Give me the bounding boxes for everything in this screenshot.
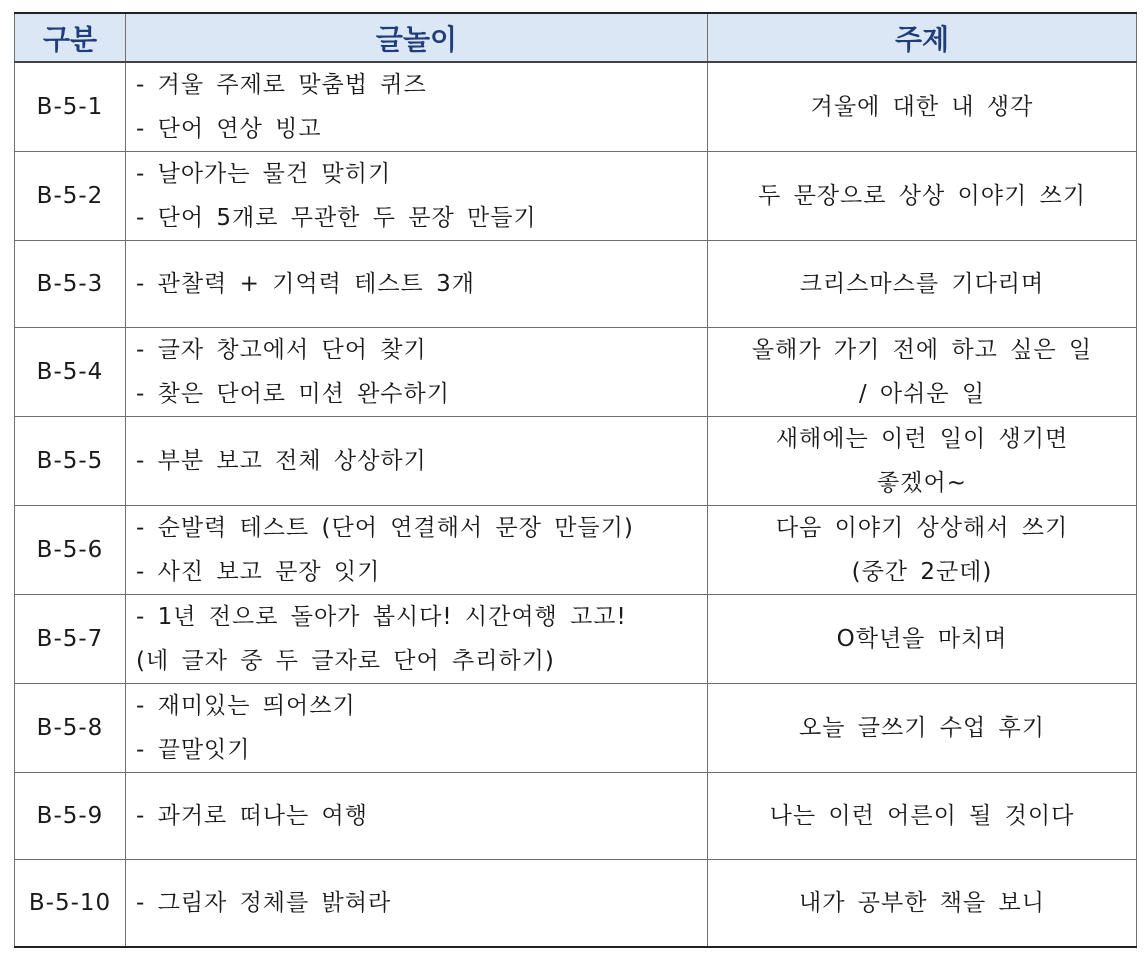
topic-line: (중간 2군데): [851, 559, 993, 585]
activity-item: - 단어 5개로 무관한 두 문장 만들기: [136, 205, 537, 231]
row-code: B-5-4: [15, 328, 126, 417]
table-row: [15, 595, 1137, 684]
topic-line: 겨울에 대한 내 생각: [810, 94, 1034, 120]
table-row: [15, 152, 1137, 241]
table-row: [15, 860, 1137, 948]
row-topic: [708, 860, 1137, 948]
row-activities: [126, 417, 708, 506]
row-topic: [708, 417, 1137, 506]
row-activities: [126, 595, 708, 684]
row-code: B-5-9: [15, 773, 126, 860]
activity-item: - 글자 창고에서 단어 찾기: [136, 337, 427, 363]
activity-item: (네 글자 중 두 글자로 단어 추리하기): [136, 648, 555, 674]
row-code: B-5-7: [15, 595, 126, 684]
header-topic: 주제: [708, 13, 1137, 62]
row-code: B-5-5: [15, 417, 126, 506]
row-topic: [708, 62, 1137, 152]
topic-line: 두 문장으로 상상 이야기 쓰기: [758, 183, 1086, 209]
row-code: B-5-8: [15, 684, 126, 773]
row-activities: [126, 328, 708, 417]
topic-line: 다음 이야기 상상해서 쓰기: [775, 515, 1069, 541]
row-code: B-5-3: [15, 241, 126, 328]
topic-line: 크리스마스를 기다리며: [799, 271, 1045, 297]
activity-item: - 순발력 테스트 (단어 연결해서 문장 만들기): [136, 515, 634, 541]
topic-line: 올해가 가기 전에 하고 싶은 일: [751, 337, 1093, 363]
curriculum-table: [14, 12, 1137, 948]
row-code: B-5-2: [15, 152, 126, 241]
row-activities: [126, 684, 708, 773]
row-code: B-5-6: [15, 506, 126, 595]
activity-item: - 부분 보고 전체 상상하기: [136, 448, 427, 474]
header-activities: 글놀이: [126, 13, 708, 62]
header-code: 구분: [15, 13, 126, 62]
activity-item: - 끝말잇기: [136, 737, 251, 763]
table-row: [15, 328, 1137, 417]
row-activities: [126, 241, 708, 328]
topic-line: O학년을 마치며: [836, 626, 1008, 652]
activity-item: - 겨울 주제로 맞춤법 퀴즈: [136, 72, 427, 98]
row-activities: [126, 152, 708, 241]
row-code: B-5-1: [15, 62, 126, 152]
row-activities: [126, 62, 708, 152]
topic-line: / 아쉬운 일: [858, 381, 986, 407]
topic-line: 나는 이런 어른이 될 것이다: [769, 803, 1075, 829]
row-code: B-5-10: [15, 860, 126, 948]
table-row: [15, 506, 1137, 595]
table-row: [15, 773, 1137, 860]
row-topic: [708, 684, 1137, 773]
activity-item: - 찾은 단어로 미션 완수하기: [136, 381, 450, 407]
activity-item: - 재미있는 띄어쓰기: [136, 693, 356, 719]
row-activities: [126, 773, 708, 860]
topic-line: 내가 공부한 책을 보니: [799, 890, 1045, 916]
row-topic: [708, 773, 1137, 860]
activity-item: - 사진 보고 문장 잇기: [136, 559, 381, 585]
row-topic: [708, 241, 1137, 328]
activity-item: - 과거로 떠나는 여행: [136, 803, 368, 829]
table-row: [15, 684, 1137, 773]
topic-line: 좋겠어~: [877, 470, 967, 496]
table-row: [15, 241, 1137, 328]
row-activities: [126, 506, 708, 595]
table-header: [15, 13, 1137, 62]
activity-item: - 그림자 정체를 밝혀라: [136, 890, 392, 916]
table-row: [15, 62, 1137, 152]
row-topic: [708, 506, 1137, 595]
activity-item: - 1년 전으로 돌아가 봅시다! 시간여행 고고!: [136, 604, 627, 630]
table-body: [15, 62, 1137, 947]
activity-item: - 날아가는 물건 맞히기: [136, 161, 392, 187]
topic-line: 오늘 글쓰기 수업 후기: [799, 715, 1045, 741]
header-row: [15, 13, 1137, 62]
row-topic: [708, 328, 1137, 417]
topic-line: 새해에는 이런 일이 생기면: [775, 426, 1069, 452]
row-activities: [126, 860, 708, 948]
activity-item: - 단어 연상 빙고: [136, 116, 322, 142]
row-topic: [708, 152, 1137, 241]
activity-item: - 관찰력 + 기억력 테스트 3개: [136, 271, 475, 297]
table-row: [15, 417, 1137, 506]
row-topic: [708, 595, 1137, 684]
